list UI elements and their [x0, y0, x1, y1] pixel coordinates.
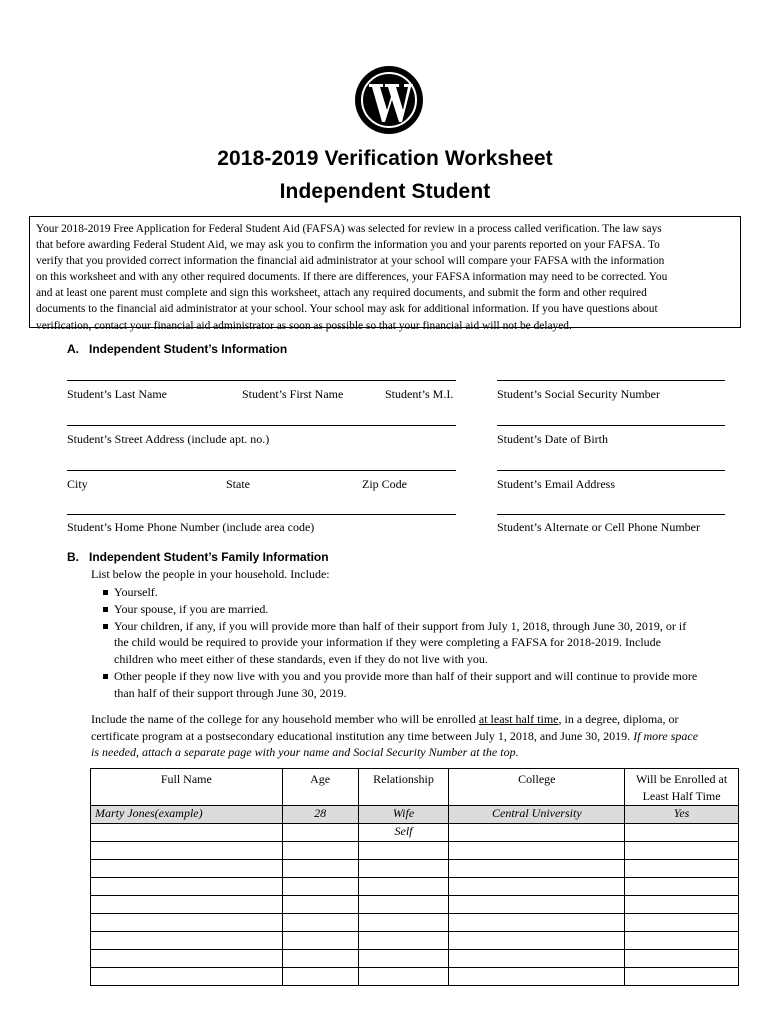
example-name: Marty Jones(example) [91, 806, 283, 824]
cell-phone-label: Student’s Alternate or Cell Phone Number [497, 520, 700, 534]
enrolled-cell[interactable] [625, 860, 739, 878]
col-header-college: College [449, 769, 625, 806]
name-cell[interactable] [91, 860, 283, 878]
section-a-heading: A. Independent Student’s Information [67, 342, 288, 356]
col-header-full-name: Full Name [91, 769, 283, 806]
table-row [91, 932, 739, 950]
cell-phone-field-line[interactable] [497, 514, 725, 515]
college-cell[interactable] [449, 896, 625, 914]
example-age: 28 [282, 806, 358, 824]
city-state-zip-field-line[interactable] [67, 470, 456, 471]
col-header-relationship: Relationship [358, 769, 449, 806]
enrolled-cell[interactable] [625, 896, 739, 914]
age-cell[interactable] [282, 968, 358, 986]
relationship-cell[interactable] [358, 860, 449, 878]
intro-line: verification, contact your financial aid administrator as soon as possible so that your financial aid will not be delayed. [36, 319, 572, 332]
ssn-field-line[interactable] [497, 380, 725, 381]
list-item-continuation: the child would be required to provide your information if they were completing a FAFSA for 2018-2019. Include [114, 635, 661, 650]
age-cell[interactable] [282, 914, 358, 932]
enrolled-cell[interactable] [625, 914, 739, 932]
intro-line: on this worksheet and with any other required documents. If there are differences, your FAFSA information may need to be corrected. You [36, 271, 668, 284]
college-cell[interactable] [449, 860, 625, 878]
name-field-line[interactable] [67, 380, 456, 381]
list-item-continuation: than half of their support through June 30, 2019. [114, 685, 347, 700]
mi-label: Student’s M.I. [385, 387, 454, 401]
enrolled-cell[interactable] [625, 932, 739, 950]
example-college: Central University [449, 806, 625, 824]
list-item: Your children, if any, if you will provide more than half of their support from July 1, 2018, through June 30, 2019, or if [100, 618, 740, 635]
age-cell[interactable] [282, 860, 358, 878]
half-time-emphasis: at least half time [478, 712, 559, 726]
section-b-heading: B. Independent Student’s Family Information [67, 550, 329, 564]
street-field-line[interactable] [67, 425, 456, 426]
example-relationship: Wife [358, 806, 449, 824]
page-subtitle: Independent Student [279, 180, 491, 203]
table-row [91, 842, 739, 860]
relationship-cell[interactable] [358, 842, 449, 860]
table-row [91, 950, 739, 968]
table-row [91, 878, 739, 896]
enrolled-cell[interactable] [625, 842, 739, 860]
household-criteria-list [100, 584, 740, 702]
intro-line: that before awarding Federal Student Aid, we may ask you to confirm the information you and your parents reported on your FAFSA. To [36, 239, 660, 252]
name-cell[interactable] [91, 914, 283, 932]
enrolled-cell[interactable] [625, 950, 739, 968]
college-cell[interactable] [449, 824, 625, 842]
relationship-cell[interactable] [358, 932, 449, 950]
age-cell[interactable] [282, 896, 358, 914]
zip-label: Zip Code [362, 477, 407, 491]
age-cell[interactable] [282, 950, 358, 968]
intro-line: verify that you provided correct information the financial aid administrator at your school will compare your FAFSA with the information [36, 255, 665, 268]
table-header-row [91, 769, 739, 806]
list-item: Other people if they now live with you and you provide more than half of their support and will continue to provide more [100, 668, 740, 685]
relationship-cell[interactable] [358, 896, 449, 914]
intro-line: Your 2018-2019 Free Application for Federal Student Aid (FAFSA) was selected for review in a process called verification. The law says [36, 223, 662, 235]
name-cell[interactable] [91, 896, 283, 914]
intro-line: and at least one parent must complete and sign this worksheet, attach any required documents, and submit the form and other required [36, 287, 647, 300]
home-phone-label: Student’s Home Phone Number (include area code) [67, 520, 315, 534]
intro-line: documents to the financial aid administrator at your school. Your school may ask for additional information. If you have questions about [36, 303, 658, 316]
college-cell[interactable] [449, 932, 625, 950]
name-cell[interactable] [91, 878, 283, 896]
name-cell[interactable] [91, 968, 283, 986]
enrolled-cell[interactable] [625, 968, 739, 986]
table-row [91, 824, 739, 842]
home-phone-field-line[interactable] [67, 514, 456, 515]
household-members-table [90, 768, 739, 986]
last-name-label: Student’s Last Name [67, 387, 167, 401]
name-cell[interactable] [91, 950, 283, 968]
example-enrolled: Yes [625, 806, 739, 824]
name-cell[interactable] [91, 842, 283, 860]
city-label: City [67, 477, 88, 491]
college-cell[interactable] [449, 950, 625, 968]
example-row [91, 806, 739, 824]
dob-label: Student’s Date of Birth [497, 432, 608, 446]
age-cell[interactable] [282, 824, 358, 842]
col-header-age: Age [282, 769, 358, 806]
table-row [91, 860, 739, 878]
relationship-cell[interactable] [358, 914, 449, 932]
street-label: Student’s Street Address (include apt. no.) [67, 432, 270, 446]
table-row [91, 896, 739, 914]
relationship-cell[interactable] [358, 968, 449, 986]
name-cell[interactable] [91, 932, 283, 950]
college-cell[interactable] [449, 914, 625, 932]
name-cell[interactable] [91, 824, 283, 842]
age-cell[interactable] [282, 932, 358, 950]
enrolled-cell[interactable] [625, 824, 739, 842]
college-cell[interactable] [449, 968, 625, 986]
relationship-cell[interactable] [358, 950, 449, 968]
age-cell[interactable] [282, 878, 358, 896]
col-header-enrolled: Will be Enrolled at Least Half Time [625, 769, 739, 806]
table-row [91, 914, 739, 932]
list-item: Yourself. [100, 584, 740, 601]
list-item: Your spouse, if you are married. [100, 601, 740, 618]
email-field-line[interactable] [497, 470, 725, 471]
age-cell[interactable] [282, 842, 358, 860]
enrolled-cell[interactable] [625, 878, 739, 896]
table-row [91, 968, 739, 986]
college-cell[interactable] [449, 842, 625, 860]
intro-box [29, 216, 741, 332]
household-list-intro: List below the people in your household. Include: [91, 567, 330, 581]
relationship-cell: Self [358, 824, 449, 842]
college-instruction-note: Include the name of the college for any household member who will be enrolled at least half time, in a degree, diploma, or certificate program at a postsecondary educational institution any time between July 1, 2018, and June 30, 2019. If more space is needed, attach a separate page with your name and Social Security Number at the top. [91, 712, 699, 760]
relationship-cell[interactable] [358, 878, 449, 896]
email-label: Student’s Email Address [497, 477, 615, 491]
school-logo-w-icon [355, 66, 423, 134]
first-name-label: Student’s First Name [242, 387, 344, 401]
college-cell[interactable] [449, 878, 625, 896]
state-label: State [226, 477, 250, 491]
ssn-label: Student’s Social Security Number [497, 387, 660, 401]
page-title: 2018-2019 Verification Worksheet [217, 147, 553, 170]
dob-field-line[interactable] [497, 425, 725, 426]
list-item-continuation: children who meet either of these standards, even if they do not live with you. [114, 652, 488, 667]
